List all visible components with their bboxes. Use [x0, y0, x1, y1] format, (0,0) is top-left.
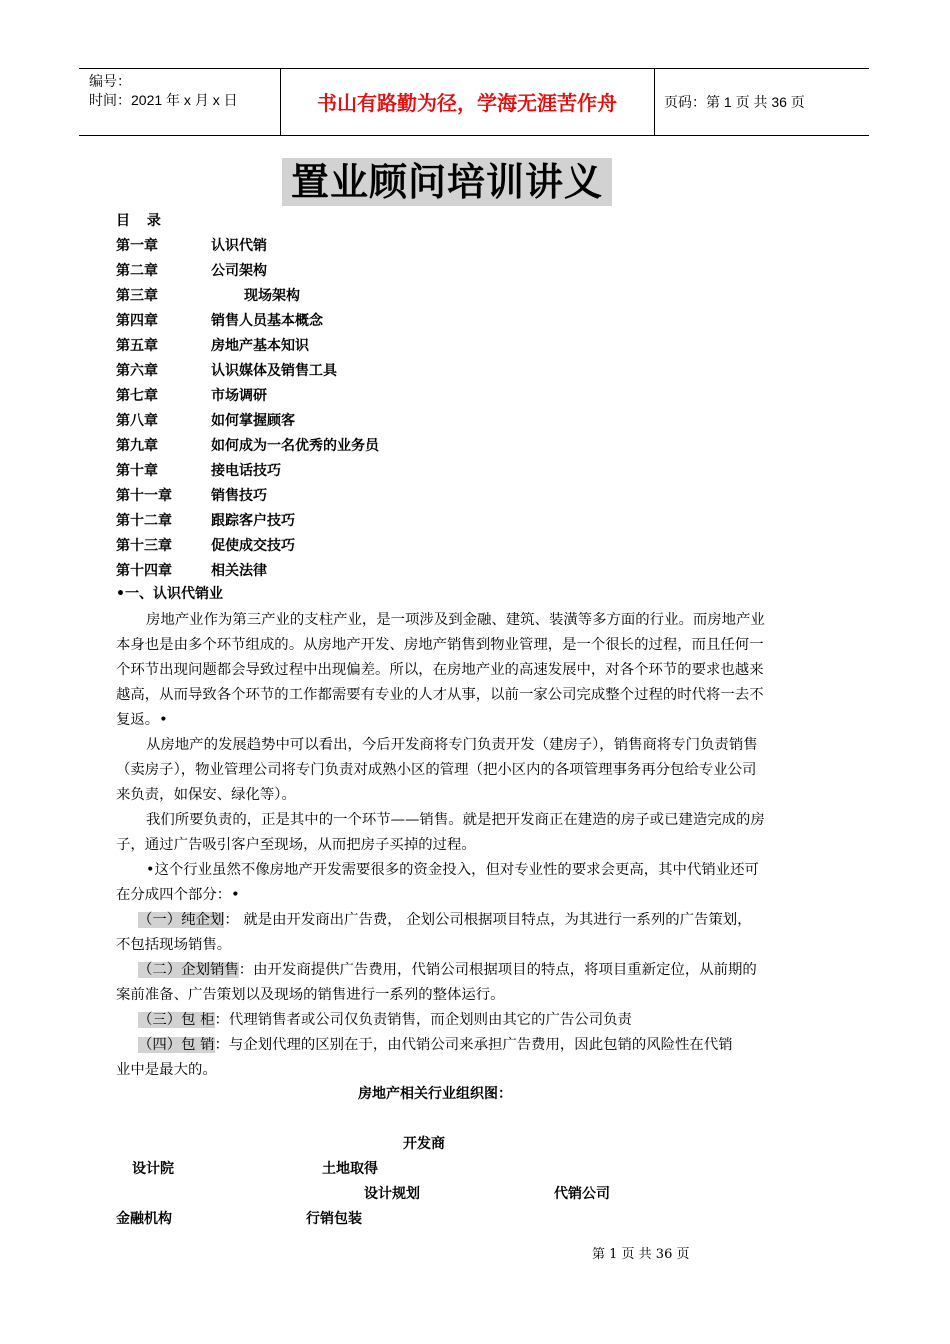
org-node-financial-institution: 金融机构 — [116, 1211, 172, 1227]
org-node-design-institute: 设计院 — [132, 1161, 174, 1177]
toc-chapter: 第三章 — [116, 288, 158, 304]
header-bottom-rule — [79, 135, 869, 136]
part-text: ：代理销售者或公司仅负责销售，而企划则由其它的广告公司负责 — [214, 1012, 632, 1028]
org-node-sales-agency: 代销公司 — [554, 1186, 610, 1202]
part-4 — [116, 1033, 838, 1083]
header-number-label: 编号： — [89, 73, 131, 89]
part-label: （二）企划销售 — [138, 962, 239, 978]
toc-chapter: 第四章 — [116, 313, 158, 329]
paragraph-4 — [116, 858, 838, 908]
toc-chapter: 第十四章 — [116, 563, 172, 579]
toc-title: 销售人员基本概念 — [211, 313, 323, 329]
toc-chapter: 第十三章 — [116, 538, 172, 554]
header-top-rule — [79, 68, 869, 69]
toc-title: 现场架构 — [244, 288, 300, 304]
part-line — [116, 958, 838, 983]
toc-title: 认识媒体及销售工具 — [211, 363, 337, 379]
paragraph-line: 个环节出现问题都会导致过程中出现偏差。所以，在房地产业的高速发展中，对各个环节的要求也越来 — [116, 662, 764, 678]
part-line: 案前准备、广告策划以及现场的销售进行一系列的整体运行。 — [116, 987, 505, 1003]
toc-title: 房地产基本知识 — [211, 338, 309, 354]
toc-chapter: 第一章 — [116, 238, 158, 254]
toc-heading: 目 录 — [116, 213, 167, 229]
part-line — [116, 1008, 838, 1033]
part-label: （一）纯企划 — [138, 912, 225, 928]
toc-chapter: 第十一章 — [116, 488, 172, 504]
header-page-label: 页码：第 1 页 共 36 页 — [664, 94, 805, 110]
toc-chapter: 第九章 — [116, 438, 158, 454]
paragraph-1 — [116, 608, 838, 733]
paragraph-line: 本身也是由多个环节组成的。从房地产开发、房地产销售到物业管理，是一个很长的过程，而且任何一 — [116, 637, 764, 653]
part-3 — [116, 1008, 838, 1033]
part-text: ：由开发商提供广告费用，代销公司根据项目的特点，将项目重新定位，从前期的 — [238, 962, 757, 978]
part-text: ：与企划代理的区别在于，由代销公司来承担广告费用，因此包销的风险性在代销 — [214, 1037, 733, 1053]
header-motto: 书山有路勤为径，学海无涯苦作舟 — [317, 91, 617, 115]
part-line — [116, 908, 838, 933]
toc-chapter: 第八章 — [116, 413, 158, 429]
toc-chapter: 第五章 — [116, 338, 158, 354]
part-line: 业中是最大的。 — [116, 1062, 217, 1078]
paragraph-2 — [116, 733, 838, 808]
toc-title: 如何成为一名优秀的业务员 — [211, 438, 379, 454]
org-node-marketing-packaging: 行销包装 — [306, 1211, 362, 1227]
toc-title: 认识代销 — [211, 238, 267, 254]
part-1 — [116, 908, 838, 958]
part-label: （四）包 销 — [138, 1037, 215, 1053]
toc-chapter: 第十二章 — [116, 513, 172, 529]
paragraph-line: 来负责，如保安、绿化等）。 — [116, 787, 296, 803]
toc-title: 相关法律 — [211, 563, 267, 579]
org-node-land-acquisition: 土地取得 — [322, 1161, 378, 1177]
part-label: （三）包 柜 — [138, 1012, 215, 1028]
toc-title: 公司架构 — [211, 263, 267, 279]
paragraph-line: 在分成四个部分：• — [116, 887, 240, 903]
section-heading: •一、认识代销业 — [116, 586, 223, 602]
toc-chapter: 第六章 — [116, 363, 158, 379]
paragraph-line: 复返。• — [116, 712, 168, 728]
paragraph-line: 从房地产的发展趋势中可以看出，今后开发商将专门负责开发（建房子），销售商将专门负责销售 — [146, 737, 758, 753]
paragraph-line: 我们所要负责的，正是其中的一个环节——销售。就是把开发商正在建造的房子或已建造完成的房 — [146, 812, 765, 828]
header-divider-right — [654, 69, 655, 135]
toc-title: 销售技巧 — [211, 488, 267, 504]
toc-chapter: 第二章 — [116, 263, 158, 279]
toc-title: 接电话技巧 — [211, 463, 281, 479]
part-text: ： 就是由开发商出广告费， 企划公司根据项目特点，为其进行一系列的广告策划， — [224, 912, 752, 928]
header-time-label: 时间：2021 年 x 月 x 日 — [89, 92, 238, 108]
paragraph-line: 越高，从而导致各个环节的工作都需要有专业的人才从事，以前一家公司完成整个过程的时代将一去不 — [116, 687, 764, 703]
org-node-developer: 开发商 — [403, 1136, 445, 1152]
toc-title: 如何掌握顾客 — [211, 413, 295, 429]
header-divider-left — [280, 69, 281, 135]
org-node-design-planning: 设计规划 — [364, 1186, 420, 1202]
toc-chapter: 第七章 — [116, 388, 158, 404]
paragraph-3 — [116, 808, 838, 858]
part-line: 不包括现场销售。 — [116, 937, 232, 953]
toc-title: 市场调研 — [211, 388, 267, 404]
org-chart-title: 房地产相关行业组织图： — [358, 1086, 512, 1102]
paragraph-line: •这个行业虽然不像房地产开发需要很多的资金投入，但对专业性的要求会更高，其中代销业还可 — [146, 862, 759, 878]
toc-title: 促使成交技巧 — [211, 538, 295, 554]
toc-title: 跟踪客户技巧 — [211, 513, 295, 529]
paragraph-line: （卖房子），物业管理公司将专门负责对成熟小区的管理（把小区内的各项管理事务再分包给专业公司 — [116, 762, 757, 778]
part-2 — [116, 958, 838, 1008]
page-footer: 第 1 页 共 36 页 — [592, 1247, 690, 1262]
document-title: 置业顾问培训讲义 — [282, 158, 612, 206]
toc-chapter: 第十章 — [116, 463, 158, 479]
paragraph-line: 房地产业作为第三产业的支柱产业，是一项涉及到金融、建筑、装潢等多方面的行业。而房地产业 — [146, 612, 765, 628]
part-line — [116, 1033, 838, 1058]
paragraph-line: 子，通过广告吸引客户至现场，从而把房子买掉的过程。 — [116, 837, 476, 853]
